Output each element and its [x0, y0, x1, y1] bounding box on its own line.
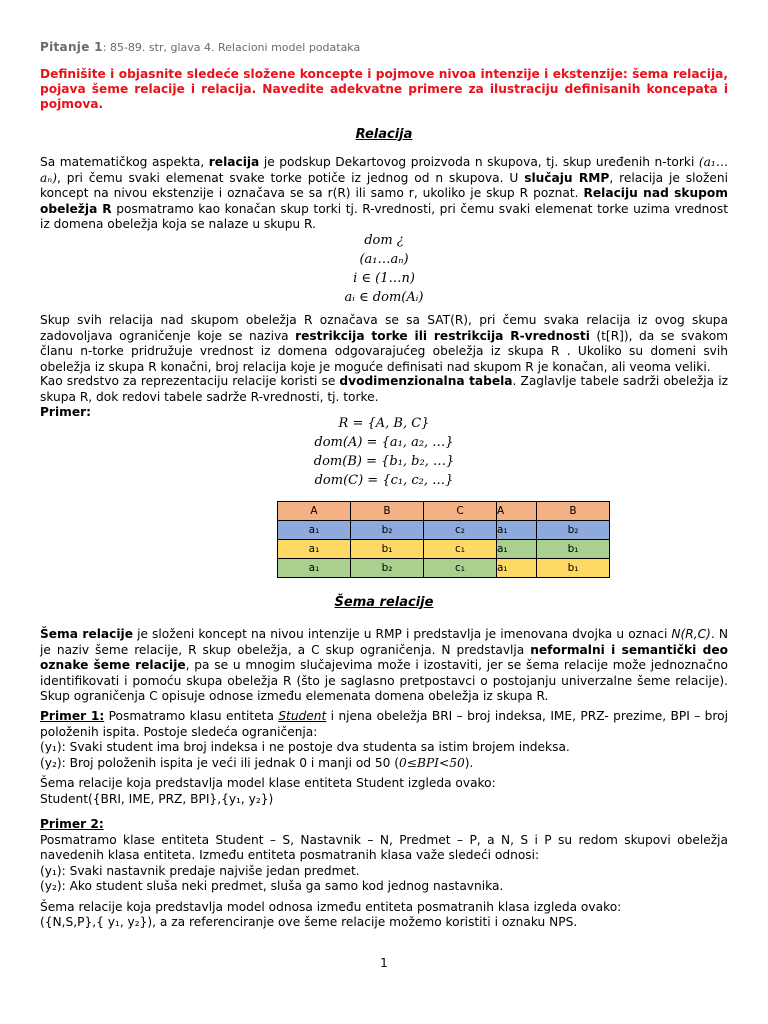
- text: . Zaglavlje tabele sadrži obeležja iz skupa R, dok redovi tabele sadrže R-vrednosti, tj. torke.: [40, 374, 729, 404]
- constraint-y1: (y₁): Svaki nastavnik predaje najviše jedan predmet.: [40, 863, 360, 878]
- table-header-cell: A: [497, 502, 537, 521]
- term: Šema relacije: [40, 627, 133, 641]
- table-header-cell: B: [537, 502, 610, 521]
- math-inline: (a₁…aₙ): [40, 155, 729, 185]
- question-text: Definišite i objasnite sledeće složene koncepte i pojmove nivoa intenzije i ekstenzije: šema relacija, pojava šeme relacije i relacija. Navedite adekvatne primere za ilustraciju definisanih koncepata i pojmova.: [40, 67, 728, 111]
- table-cell: c₂: [424, 521, 497, 540]
- text: Kao sredstvo za reprezentaciju relacije koristi se: [40, 374, 340, 388]
- table-cell: a₁: [497, 521, 537, 540]
- formula-line: dom(B) = {b₁, b₂, …}: [313, 454, 455, 469]
- formula-sets: [0, 416, 768, 492]
- paragraph-tabela: [40, 374, 728, 405]
- entity-name: Student: [278, 709, 327, 723]
- section-title-sema: Šema relacije: [334, 595, 434, 610]
- text: je složeni koncept na nivou intenzije u RMP i predstavlja je imenovana dvojka u oznaci: [132, 627, 672, 641]
- paragraph-sema-definition: [40, 627, 728, 705]
- formula-line: dom(C) = {c₁, c₂, …}: [314, 473, 454, 488]
- table-header-cell: C: [424, 502, 497, 521]
- table-cell: b₁: [537, 559, 610, 578]
- schema-intro: Šema relacije koja predstavlja model odnosa između entiteta posmatranih klasa izgleda ovako:: [40, 899, 622, 914]
- text: Posmatramo klasu entiteta: [104, 709, 279, 723]
- text: ).: [464, 755, 474, 770]
- table-row: [278, 540, 610, 559]
- table-cell: b₂: [351, 559, 424, 578]
- relation-table: [277, 501, 610, 578]
- term: dvodimenzionalna tabela: [339, 374, 513, 388]
- constraint-y1: (y₁): Svaki student ima broj indeksa i ne postoje dva studenta sa istim brojem indeksa.: [40, 740, 570, 754]
- table-cell: a₁: [278, 559, 351, 578]
- primer-2-label: Primer 2:: [40, 817, 104, 831]
- header-reference: : 85-89. str, glava 4. Relacioni model podataka: [102, 41, 361, 54]
- formula-line: R = {A, B, C}: [338, 416, 430, 431]
- text: (t[R]), da se svakom članu n-torke pridružuje vrednost iz domena odgovarajućeg obeležja iz skupa R . Ukoliko su domeni svih obeležja iz skupa R konačni, broj relacija koje je moguće definisati nad skupom R je konačan, ali veoma veliki.: [40, 328, 729, 374]
- term: slučaju RMP: [524, 170, 610, 185]
- paragraph-relacija-definition: [40, 155, 728, 233]
- table-cell: a₁: [497, 559, 537, 578]
- question-number: Pitanje 1: [40, 40, 103, 54]
- term: restrikcija torke ili restrikcija R-vrednosti: [295, 328, 590, 343]
- schema-notation: Student({BRI, IME, PRZ, BPI},{y₁, y₂}): [40, 791, 274, 806]
- paragraph-sat: [40, 313, 728, 375]
- primer-label: Primer:: [40, 405, 91, 419]
- formula-line: (a₁…aₙ): [359, 252, 409, 267]
- table-header-cell: A: [278, 502, 351, 521]
- schema-notation: ({N,S,P},{ y₁, y₂}), a za referenciranje ove šeme relacije možemo koristiti i oznaku NPS.: [40, 915, 578, 929]
- table-row: [278, 559, 610, 578]
- notation: N(R,C): [671, 627, 711, 641]
- primer-1: [40, 709, 728, 807]
- constraint-y2: (y₂): Ako student sluša neki predmet, sluša ga samo kod jednog nastavnika.: [40, 879, 504, 893]
- section-title-relacija: Relacija: [355, 127, 413, 142]
- text: Posmatramo klase entiteta Student – S, Nastavnik – N, Predmet – P, a N, S i P su redom skupovi obeležja navedenih klasa entiteta. Između entiteta posmatranih klasa važe sledeći odnosi:: [40, 832, 728, 862]
- text: Sa matematičkog aspekta,: [40, 155, 209, 169]
- page-number: 1: [380, 956, 388, 970]
- formula-line: dom(A) = {a₁, a₂, …}: [314, 435, 454, 450]
- text: . N je naziv šeme relacije, R skup obeležja, a C skup ograničenja. N predstavlja: [40, 627, 728, 657]
- table-cell: a₁: [278, 540, 351, 559]
- table-cell: b₁: [351, 540, 424, 559]
- table-cell: c₁: [424, 540, 497, 559]
- schema-intro: Šema relacije koja predstavlja model klase entiteta Student izgleda ovako:: [40, 776, 496, 790]
- primer-2: [40, 817, 728, 931]
- formula-line: aᵢ ∈ dom(Aᵢ): [344, 290, 424, 305]
- table-header-cell: B: [351, 502, 424, 521]
- term: Relaciju nad skupom obeležja R: [40, 186, 728, 216]
- table-cell: b₂: [537, 521, 610, 540]
- table-cell: b₁: [537, 540, 610, 559]
- formula-domain: [0, 233, 768, 309]
- math-inline: 0≤BPI<50: [399, 755, 465, 770]
- term: neformalni i semantički deo oznake šeme relacije: [40, 642, 728, 672]
- formula-line: dom ¿: [364, 233, 404, 248]
- table-cell: b₂: [351, 521, 424, 540]
- table-cell: c₁: [424, 559, 497, 578]
- text: , pa se u mnogim slučajevima može i izostaviti, jer se šema relacije može jednoznačno identifikovati i pomoću skupa obeležja R (što je saglasno pretpostavci o postojanju univerzalne šeme relacije). Skup ograničenja C opisuje odnose između elemenata domena obeležja iz skupa R.: [40, 658, 728, 703]
- table-cell: a₁: [278, 521, 351, 540]
- text: i njena obeležja BRI – broj indeksa, IME, PRZ- prezime, BPI – broj položenih ispita. Postoje sledeća ograničenja:: [40, 709, 729, 739]
- primer-1-label: Primer 1:: [40, 709, 105, 723]
- table-cell: a₁: [497, 540, 537, 559]
- text: , relacija je složeni koncept na nivou ekstenzije i označava se sa r(R) ili samo r, ukoliko je skup R poznat.: [40, 170, 728, 200]
- text: Skup svih relacija nad skupom obeležja R označava se sa SAT(R), pri čemu svaka relacija iz ovog skupa zadovoljava ograničenje koje se naziva: [40, 313, 728, 343]
- text: (y₂): Broj položenih ispita je veći ili jednak 0 i manji od 50 (: [40, 755, 400, 770]
- text: posmatramo kao konačan skup torki tj. R-vrednosti, pri čemu svaki elemenat torke uzima vrednost iz domena obeležja koja se nalaze u skupu R.: [40, 201, 728, 231]
- table-header-row: [278, 502, 610, 521]
- text: je podskup Dekartovog proizvoda n skupova, tj. skup uređenih n-torki: [259, 155, 699, 169]
- formula-line: i ∈ (1…n): [353, 271, 415, 286]
- page-header: [40, 40, 360, 54]
- table-row: [278, 521, 610, 540]
- term: relacija: [208, 155, 260, 169]
- text: , pri čemu svaki elemenat svake torke potiče iz jednog od n skupova. U: [56, 170, 525, 185]
- constraint-y2: [40, 756, 728, 772]
